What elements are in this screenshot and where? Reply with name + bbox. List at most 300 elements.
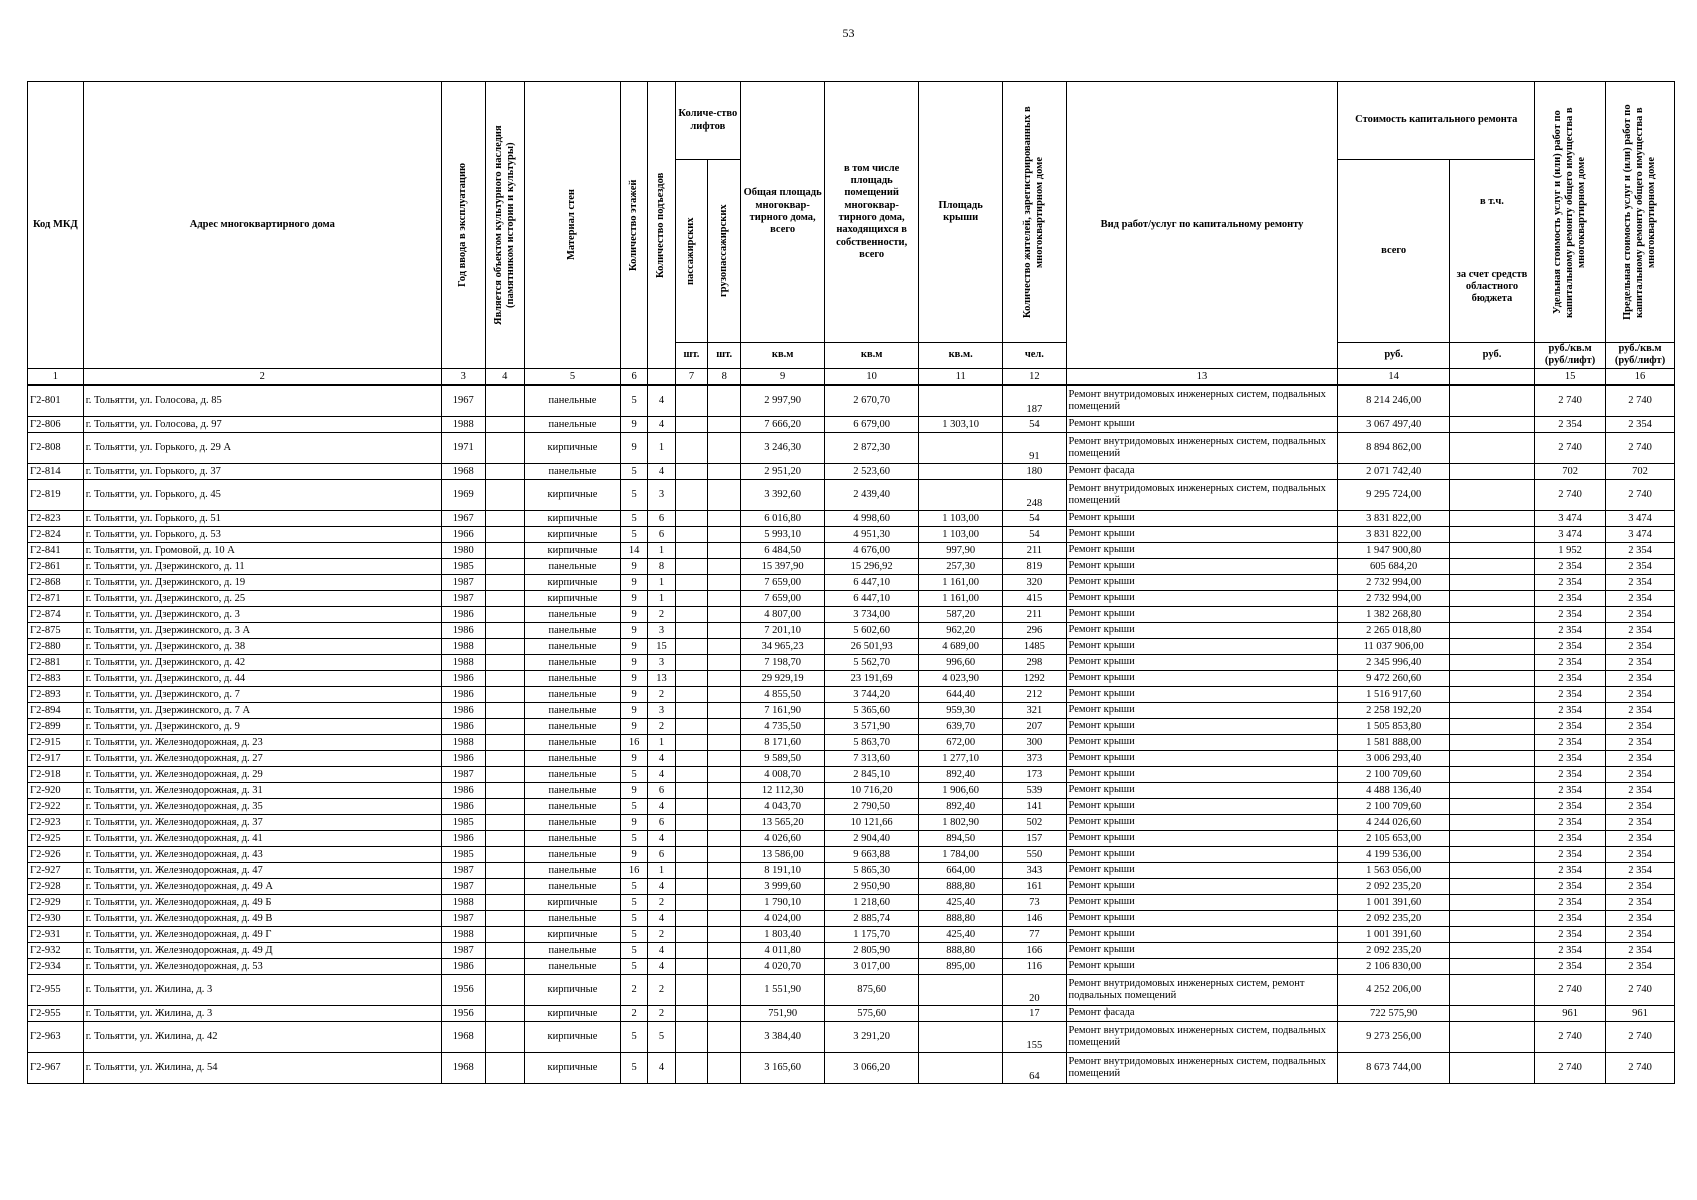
header-cost-total: всего [1338, 160, 1449, 343]
residents-cell: 20 [1003, 974, 1066, 1005]
year-built-cell: 1980 [441, 542, 485, 558]
total-area-cell: 1 551,90 [741, 974, 825, 1005]
residents-cell: 207 [1003, 718, 1066, 734]
table-row [28, 926, 1675, 942]
empty-cell [1449, 432, 1534, 463]
empty-cell [675, 766, 708, 782]
empty-cell [675, 526, 708, 542]
roof-area-cell: 4 689,00 [919, 638, 1003, 654]
address-cell: г. Тольятти, ул. Горького, д. 51 [83, 510, 441, 526]
empty-cell [708, 750, 741, 766]
wall-material-cell: панельные [524, 654, 620, 670]
total-area-cell: 3 165,60 [741, 1052, 825, 1083]
work-type-cell: Ремонт крыши [1066, 750, 1338, 766]
roof-area-cell: 425,40 [919, 894, 1003, 910]
empty-cell [708, 718, 741, 734]
owned-area-cell: 2 872,30 [825, 432, 919, 463]
mkd-code-cell: Г2-930 [28, 910, 84, 926]
table-row [28, 974, 1675, 1005]
wall-material-cell: панельные [524, 686, 620, 702]
mkd-code-cell: Г2-926 [28, 846, 84, 862]
wall-material-cell: панельные [524, 702, 620, 718]
page-number: 53 [842, 26, 855, 40]
address-cell: г. Тольятти, ул. Железнодорожная, д. 29 [83, 766, 441, 782]
mkd-code-cell: Г2-955 [28, 974, 84, 1005]
wall-material-cell: панельные [524, 385, 620, 417]
empty-cell [675, 654, 708, 670]
work-type-cell: Ремонт крыши [1066, 590, 1338, 606]
empty-cell [485, 558, 524, 574]
table-row [28, 814, 1675, 830]
address-cell: г. Тольятти, ул. Дзержинского, д. 42 [83, 654, 441, 670]
owned-area-cell: 875,60 [825, 974, 919, 1005]
mkd-code-cell: Г2-925 [28, 830, 84, 846]
residents-cell: 54 [1003, 510, 1066, 526]
empty-cell [708, 526, 741, 542]
floors-cell: 9 [621, 718, 648, 734]
floors-cell: 5 [621, 510, 648, 526]
mkd-code-cell: Г2-808 [28, 432, 84, 463]
roof-area-cell [919, 479, 1003, 510]
table-row [28, 670, 1675, 686]
max-cost-cell: 2 354 [1606, 926, 1675, 942]
max-cost-cell: 2 354 [1606, 558, 1675, 574]
header-unit-cost: Удельная стоимость услуг и (или) работ по капитальному ремонту общего имущества в многоквартирном доме [1535, 82, 1606, 343]
owned-area-cell: 2 790,50 [825, 798, 919, 814]
unit-cost-cell: 2 354 [1535, 654, 1606, 670]
owned-area-cell: 1 175,70 [825, 926, 919, 942]
total-area-cell: 3 999,60 [741, 878, 825, 894]
work-type-cell: Ремонт внутридомовых инженерных систем, подвальных помещений [1066, 479, 1338, 510]
table-row [28, 1005, 1675, 1021]
address-cell: г. Тольятти, ул. Железнодорожная, д. 35 [83, 798, 441, 814]
table-row [28, 542, 1675, 558]
empty-cell [708, 622, 741, 638]
floors-cell: 9 [621, 558, 648, 574]
floors-cell: 5 [621, 830, 648, 846]
entrances-cell: 4 [648, 463, 675, 479]
floors-cell: 9 [621, 702, 648, 718]
total-area-cell: 4 020,70 [741, 958, 825, 974]
unit-cost-cell: 2 354 [1535, 926, 1606, 942]
work-type-cell: Ремонт крыши [1066, 416, 1338, 432]
table-row [28, 416, 1675, 432]
empty-cell [708, 1052, 741, 1083]
wall-material-cell: кирпичные [524, 1005, 620, 1021]
table-row [28, 702, 1675, 718]
wall-material-cell: кирпичные [524, 1021, 620, 1052]
mkd-code-cell: Г2-806 [28, 416, 84, 432]
owned-area-cell: 5 865,30 [825, 862, 919, 878]
unit-people: чел. [1003, 343, 1066, 369]
empty-cell [1449, 479, 1534, 510]
entrances-cell: 6 [648, 846, 675, 862]
roof-area-cell: 664,00 [919, 862, 1003, 878]
unit-cost-cell: 2 354 [1535, 416, 1606, 432]
empty-cell [1449, 862, 1534, 878]
table-row [28, 1021, 1675, 1052]
floors-cell: 2 [621, 974, 648, 1005]
floors-cell: 2 [621, 1005, 648, 1021]
entrances-cell: 4 [648, 958, 675, 974]
max-cost-cell: 2 354 [1606, 654, 1675, 670]
cost-total-cell: 722 575,90 [1338, 1005, 1449, 1021]
work-type-cell: Ремонт крыши [1066, 542, 1338, 558]
empty-cell [1449, 894, 1534, 910]
empty-cell [675, 432, 708, 463]
floors-cell: 9 [621, 432, 648, 463]
roof-area-cell: 425,40 [919, 926, 1003, 942]
floors-cell: 9 [621, 638, 648, 654]
empty-cell [1449, 750, 1534, 766]
header-max-cost: Предельная стоимость услуг и (или) работ по капитальному ремонту общего имущества в многоквартирном доме [1606, 82, 1675, 343]
address-cell: г. Тольятти, ул. Голосова, д. 85 [83, 385, 441, 417]
address-cell: г. Тольятти, ул. Железнодорожная, д. 49 Д [83, 942, 441, 958]
address-cell: г. Тольятти, ул. Железнодорожная, д. 49 В [83, 910, 441, 926]
table-row [28, 606, 1675, 622]
floors-cell: 9 [621, 574, 648, 590]
max-cost-cell: 2 354 [1606, 894, 1675, 910]
roof-area-cell: 888,80 [919, 878, 1003, 894]
empty-cell [675, 670, 708, 686]
residents-cell: 373 [1003, 750, 1066, 766]
empty-cell [1449, 622, 1534, 638]
entrances-cell: 8 [648, 558, 675, 574]
entrances-cell: 13 [648, 670, 675, 686]
cost-total-cell: 9 472 260,60 [1338, 670, 1449, 686]
empty-cell [675, 830, 708, 846]
total-area-cell: 1 803,40 [741, 926, 825, 942]
work-type-cell: Ремонт крыши [1066, 510, 1338, 526]
empty-cell [675, 910, 708, 926]
work-type-cell: Ремонт крыши [1066, 654, 1338, 670]
floors-cell: 9 [621, 750, 648, 766]
floors-cell: 5 [621, 1052, 648, 1083]
roof-area-cell: 894,50 [919, 830, 1003, 846]
entrances-cell: 5 [648, 1021, 675, 1052]
wall-material-cell: кирпичные [524, 590, 620, 606]
empty-cell [708, 510, 741, 526]
address-cell: г. Тольятти, ул. Дзержинского, д. 38 [83, 638, 441, 654]
empty-cell [708, 686, 741, 702]
total-area-cell: 8 171,60 [741, 734, 825, 750]
empty-cell [675, 416, 708, 432]
wall-material-cell: панельные [524, 463, 620, 479]
total-area-cell: 7 659,00 [741, 590, 825, 606]
year-built-cell: 1988 [441, 734, 485, 750]
entrances-cell: 3 [648, 622, 675, 638]
empty-cell [1449, 782, 1534, 798]
empty-cell [708, 463, 741, 479]
empty-cell [675, 1052, 708, 1083]
floors-cell: 5 [621, 894, 648, 910]
wall-material-cell: кирпичные [524, 542, 620, 558]
roof-area-cell: 997,90 [919, 542, 1003, 558]
entrances-cell: 4 [648, 385, 675, 417]
table-row [28, 574, 1675, 590]
address-cell: г. Тольятти, ул. Жилина, д. 42 [83, 1021, 441, 1052]
empty-cell [1449, 702, 1534, 718]
table-row [28, 910, 1675, 926]
year-built-cell: 1986 [441, 830, 485, 846]
owned-area-cell: 3 017,00 [825, 958, 919, 974]
empty-cell [708, 542, 741, 558]
unit-cost-cell: 2 354 [1535, 638, 1606, 654]
year-built-cell: 1988 [441, 638, 485, 654]
total-area-cell: 7 198,70 [741, 654, 825, 670]
owned-area-cell: 2 950,90 [825, 878, 919, 894]
work-type-cell: Ремонт крыши [1066, 958, 1338, 974]
mkd-code-cell: Г2-868 [28, 574, 84, 590]
max-cost-cell: 2 740 [1606, 385, 1675, 417]
work-type-cell: Ремонт крыши [1066, 830, 1338, 846]
year-built-cell: 1987 [441, 942, 485, 958]
address-cell: г. Тольятти, ул. Железнодорожная, д. 49 А [83, 878, 441, 894]
entrances-cell: 1 [648, 590, 675, 606]
year-built-cell: 1986 [441, 958, 485, 974]
mkd-code-cell: Г2-801 [28, 385, 84, 417]
empty-cell [675, 846, 708, 862]
roof-area-cell: 888,80 [919, 910, 1003, 926]
cost-total-cell: 2 100 709,60 [1338, 766, 1449, 782]
owned-area-cell: 3 734,00 [825, 606, 919, 622]
max-cost-cell: 702 [1606, 463, 1675, 479]
unit-cost-cell: 2 354 [1535, 558, 1606, 574]
empty-cell [708, 1005, 741, 1021]
header-lifts: Количе-ство лифтов [675, 82, 741, 160]
work-type-cell: Ремонт фасада [1066, 463, 1338, 479]
year-built-cell: 1968 [441, 1052, 485, 1083]
empty-cell [1449, 463, 1534, 479]
entrances-cell: 4 [648, 798, 675, 814]
header-code: Код МКД [28, 82, 84, 369]
unit-cost-cell: 2 740 [1535, 385, 1606, 417]
roof-area-cell: 672,00 [919, 734, 1003, 750]
max-cost-cell: 2 354 [1606, 622, 1675, 638]
unit-cost-cell: 2 354 [1535, 814, 1606, 830]
total-area-cell: 5 993,10 [741, 526, 825, 542]
entrances-cell: 1 [648, 574, 675, 590]
address-cell: г. Тольятти, ул. Дзержинского, д. 3 [83, 606, 441, 622]
max-cost-cell: 2 354 [1606, 702, 1675, 718]
empty-cell [675, 894, 708, 910]
unit-cost-cell: 3 474 [1535, 510, 1606, 526]
roof-area-cell: 1 161,00 [919, 590, 1003, 606]
year-built-cell: 1988 [441, 416, 485, 432]
column-number: 5 [524, 368, 620, 385]
column-number: 13 [1066, 368, 1338, 385]
empty-cell [485, 926, 524, 942]
residents-cell: 155 [1003, 1021, 1066, 1052]
address-cell: г. Тольятти, ул. Железнодорожная, д. 53 [83, 958, 441, 974]
address-cell: г. Тольятти, ул. Железнодорожная, д. 31 [83, 782, 441, 798]
empty-cell [708, 942, 741, 958]
table-row [28, 558, 1675, 574]
column-number: 3 [441, 368, 485, 385]
cost-total-cell: 1 581 888,00 [1338, 734, 1449, 750]
unit-cost-cell: 2 354 [1535, 942, 1606, 958]
table-row [28, 622, 1675, 638]
year-built-cell: 1985 [441, 846, 485, 862]
empty-cell [708, 606, 741, 622]
floors-cell: 5 [621, 942, 648, 958]
empty-cell [1449, 766, 1534, 782]
floors-cell: 14 [621, 542, 648, 558]
floors-cell: 5 [621, 878, 648, 894]
column-number-row [28, 368, 1675, 385]
empty-cell [485, 734, 524, 750]
year-built-cell: 1967 [441, 510, 485, 526]
max-cost-cell: 3 474 [1606, 526, 1675, 542]
owned-area-cell: 9 663,88 [825, 846, 919, 862]
residents-cell: 211 [1003, 606, 1066, 622]
owned-area-cell: 2 523,60 [825, 463, 919, 479]
cost-total-cell: 1 516 917,60 [1338, 686, 1449, 702]
entrances-cell: 3 [648, 654, 675, 670]
wall-material-cell: панельные [524, 558, 620, 574]
empty-cell [708, 878, 741, 894]
roof-area-cell: 1 103,00 [919, 510, 1003, 526]
wall-material-cell: кирпичные [524, 526, 620, 542]
empty-cell [708, 926, 741, 942]
table-row [28, 846, 1675, 862]
owned-area-cell: 6 679,00 [825, 416, 919, 432]
unit-cost-cell: 961 [1535, 1005, 1606, 1021]
wall-material-cell: панельные [524, 814, 620, 830]
empty-cell [485, 782, 524, 798]
cost-total-cell: 4 488 136,40 [1338, 782, 1449, 798]
empty-cell [675, 974, 708, 1005]
owned-area-cell: 5 602,60 [825, 622, 919, 638]
total-area-cell: 3 392,60 [741, 479, 825, 510]
unit-cost-cell: 2 354 [1535, 878, 1606, 894]
work-type-cell: Ремонт крыши [1066, 926, 1338, 942]
total-area-cell: 7 666,20 [741, 416, 825, 432]
year-built-cell: 1971 [441, 432, 485, 463]
floors-cell: 5 [621, 926, 648, 942]
header-entrances: Количество подъездов [648, 82, 675, 369]
year-built-cell: 1986 [441, 718, 485, 734]
cost-total-cell: 2 732 994,00 [1338, 590, 1449, 606]
unit-pcs-2: шт. [708, 343, 741, 369]
empty-cell [485, 416, 524, 432]
mkd-code-cell: Г2-874 [28, 606, 84, 622]
address-cell: г. Тольятти, ул. Железнодорожная, д. 49 Б [83, 894, 441, 910]
owned-area-cell: 3 744,20 [825, 686, 919, 702]
mkd-code-cell: Г2-880 [28, 638, 84, 654]
wall-material-cell: панельные [524, 942, 620, 958]
empty-cell [485, 862, 524, 878]
cost-total-cell: 2 732 994,00 [1338, 574, 1449, 590]
max-cost-cell: 2 354 [1606, 958, 1675, 974]
mkd-code-cell: Г2-932 [28, 942, 84, 958]
table-row [28, 590, 1675, 606]
unit-area-1: кв.м [741, 343, 825, 369]
owned-area-cell: 10 716,20 [825, 782, 919, 798]
address-cell: г. Тольятти, ул. Железнодорожная, д. 47 [83, 862, 441, 878]
cost-total-cell: 1 947 900,80 [1338, 542, 1449, 558]
roof-area-cell [919, 463, 1003, 479]
cost-total-cell: 2 071 742,40 [1338, 463, 1449, 479]
empty-cell [708, 558, 741, 574]
entrances-cell: 3 [648, 479, 675, 510]
mkd-code-cell: Г2-875 [28, 622, 84, 638]
roof-area-cell: 644,40 [919, 686, 1003, 702]
header-roof-area: Площадь крыши [919, 82, 1003, 343]
address-cell: г. Тольятти, ул. Дзержинского, д. 25 [83, 590, 441, 606]
cost-total-cell: 3 831 822,00 [1338, 510, 1449, 526]
table-row [28, 894, 1675, 910]
column-number: 4 [485, 368, 524, 385]
max-cost-cell: 2 354 [1606, 542, 1675, 558]
floors-cell: 5 [621, 1021, 648, 1052]
wall-material-cell: кирпичные [524, 974, 620, 1005]
table-row [28, 718, 1675, 734]
total-area-cell: 7 161,90 [741, 702, 825, 718]
empty-cell [1449, 606, 1534, 622]
address-cell: г. Тольятти, ул. Железнодорожная, д. 37 [83, 814, 441, 830]
empty-cell [485, 590, 524, 606]
table-row [28, 463, 1675, 479]
floors-cell: 9 [621, 846, 648, 862]
address-cell: г. Тольятти, ул. Дзержинского, д. 44 [83, 670, 441, 686]
entrances-cell: 4 [648, 910, 675, 926]
table-row [28, 830, 1675, 846]
floors-cell: 16 [621, 862, 648, 878]
empty-cell [485, 526, 524, 542]
empty-cell [675, 606, 708, 622]
table-row [28, 958, 1675, 974]
max-cost-cell: 2 354 [1606, 590, 1675, 606]
max-cost-cell: 2 354 [1606, 750, 1675, 766]
table-row [28, 798, 1675, 814]
total-area-cell: 3 246,30 [741, 432, 825, 463]
address-cell: г. Тольятти, ул. Громовой, д. 10 А [83, 542, 441, 558]
residents-cell: 173 [1003, 766, 1066, 782]
roof-area-cell: 895,00 [919, 958, 1003, 974]
table-row [28, 942, 1675, 958]
residents-cell: 146 [1003, 910, 1066, 926]
total-area-cell: 4 735,50 [741, 718, 825, 734]
header-cost-group: Стоимость капитального ремонта [1338, 82, 1535, 160]
owned-area-cell: 7 313,60 [825, 750, 919, 766]
roof-area-cell: 959,30 [919, 702, 1003, 718]
roof-area-cell [919, 432, 1003, 463]
residents-cell: 343 [1003, 862, 1066, 878]
column-number: 12 [1003, 368, 1066, 385]
table-row [28, 686, 1675, 702]
empty-cell [708, 702, 741, 718]
owned-area-cell: 5 365,60 [825, 702, 919, 718]
total-area-cell: 34 965,23 [741, 638, 825, 654]
empty-cell [1449, 1021, 1534, 1052]
cost-total-cell: 2 092 235,20 [1338, 942, 1449, 958]
max-cost-cell: 2 354 [1606, 606, 1675, 622]
floors-cell: 16 [621, 734, 648, 750]
empty-cell [485, 878, 524, 894]
empty-cell [675, 638, 708, 654]
address-cell: г. Тольятти, ул. Горького, д. 53 [83, 526, 441, 542]
header-owned-area: в том числе площадь помещений многоквар-тирного дома, находящихся в собственности, всего [825, 82, 919, 343]
unit-cost-cell: 2 354 [1535, 862, 1606, 878]
empty-cell [675, 814, 708, 830]
empty-cell [708, 432, 741, 463]
wall-material-cell: панельные [524, 750, 620, 766]
cost-total-cell: 2 105 653,00 [1338, 830, 1449, 846]
year-built-cell: 1966 [441, 526, 485, 542]
year-built-cell: 1987 [441, 590, 485, 606]
residents-cell: 320 [1003, 574, 1066, 590]
